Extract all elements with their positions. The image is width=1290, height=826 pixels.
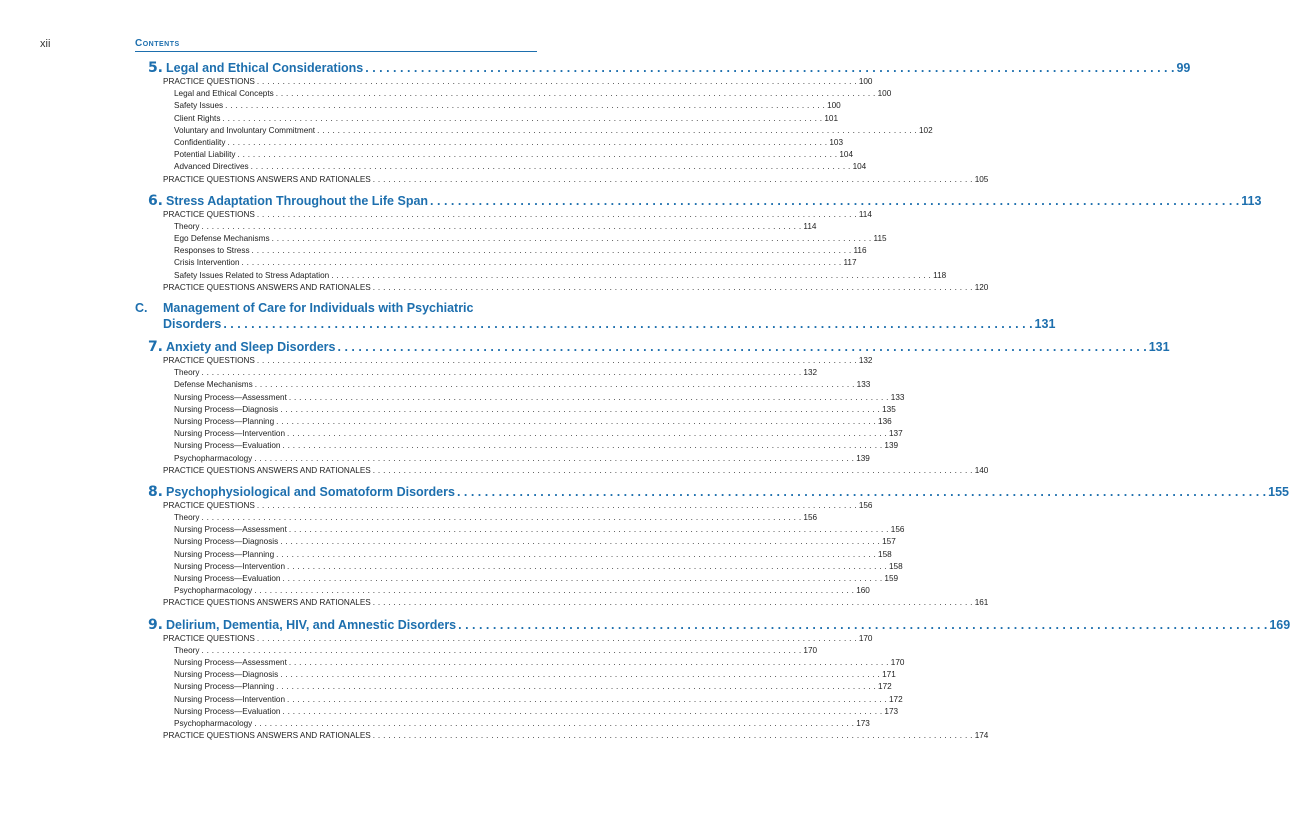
entry-page: 158 <box>878 549 892 559</box>
toc-entry[interactable] <box>135 77 873 89</box>
toc-entry[interactable] <box>135 101 841 113</box>
entry-page: 158 <box>888 561 903 571</box>
dot-leader: . . . . . . . . . . . . . . . . . . . . . . . . . . . . . . . . . . . . . . . . . . . . . . . . . . . . . . . . . . . . . . . . . . . . . . . . . . . . . . . . . . . . . . . . . . . . . . . . . . . . . . . . . . . . . . . . . . . . . <box>222 113 823 123</box>
entry-page: 117 <box>843 258 857 268</box>
chapter-block <box>135 483 1289 611</box>
dot-leader: . . . . . . . . . . . . . . . . . . . . . . . . . . . . . . . . . . . . . . . . . . . . . . . . . . . . . . . . . . . . . . . . . . . . . . . . . . . . . . . . . . . . . . . . . . . . . . . . . . . . . . . . . . . . . . . . . . . . . <box>225 101 826 111</box>
toc-entry[interactable] <box>135 465 989 478</box>
toc-entry[interactable] <box>135 380 871 392</box>
entry-label: Nursing Process—Assessment <box>174 525 287 535</box>
toc-entry[interactable] <box>135 525 905 537</box>
entry-page: 103 <box>829 137 844 147</box>
toc-part-1 <box>135 60 1262 295</box>
toc-entry[interactable] <box>135 549 892 562</box>
dot-leader: . . . . . . . . . . . . . . . . . . . . . . . . . . . . . . . . . . . . . . . . . . . . . . . . . . . . . . . . . . . . . . . . . . . . . . . . . . . . . . . . . . . . . . . . . . . . . . . . . . . . . . . . . . . . . . . . . . . . . <box>372 598 973 608</box>
entry-label: PRACTICE QUESTIONS ANSWERS AND RATIONALES <box>163 598 371 608</box>
toc-entry[interactable] <box>135 429 903 441</box>
entry-label: Client Rights <box>174 113 221 123</box>
entry-label: Voluntary and Involuntary Commitment <box>174 125 316 135</box>
dot-leader: . . . . . . . . . . . . . . . . . . . . . . . . . . . . . . . . . . . . . . . . . . . . . . . . . . . . . . . . . . . . . . . . . . . . . . . . . . . . . . . . . . . . . . . . . . . . . . . . . . . . . . . . . . . . . . . . . . . . . <box>223 317 1033 331</box>
chapter-title: Stress Adaptation Throughout the Life Span <box>166 193 429 208</box>
dot-leader: . . . . . . . . . . . . . . . . . . . . . . . . . . . . . . . . . . . . . . . . . . . . . . . . . . . . . . . . . . . . . . . . . . . . . . . . . . . . . . . . . . . . . . . . . . . . . . . . . . . . . . . . . . . . . . . . . . . . . <box>288 525 889 535</box>
entry-label: PRACTICE QUESTIONS ANSWERS AND RATIONALES <box>163 174 371 184</box>
entry-label: Theory <box>174 368 200 378</box>
entry-label: Nursing Process—Diagnosis <box>174 670 279 680</box>
dot-leader: . . . . . . . . . . . . . . . . . . . . . . . . . . . . . . . . . . . . . . . . . . . . . . . . . . . . . . . . . . . . . . . . . . . . . . . . . . . . . . . . . . . . . . . . . . . . . . . . . . . . . . . . . . . . . . . . . . . . . <box>237 150 838 160</box>
dot-leader: . . . . . . . . . . . . . . . . . . . . . . . . . . . . . . . . . . . . . . . . . . . . . . . . . . . . . . . . . . . . . . . . . . . . . . . . . . . . . . . . . . . . . . . . . . . . . . . . . . . . . . . . . . . . . . . . . . . . . <box>201 645 802 655</box>
chapter-page: 113 <box>1241 193 1262 208</box>
dot-leader: . . . . . . . . . . . . . . . . . . . . . . . . . . . . . . . . . . . . . . . . . . . . . . . . . . . . . . . . . . . . . . . . . . . . . . . . . . . . . . . . . . . . . . . . . . . . . . . . . . . . . . . . . . . . . . . . . . . . . <box>280 670 881 680</box>
entry-label: Advanced Directives <box>174 162 249 172</box>
toc-entry[interactable] <box>135 368 818 380</box>
toc-entry[interactable] <box>135 258 857 270</box>
page-header <box>0 30 638 52</box>
entry-label: Nursing Process—Intervention <box>174 561 286 571</box>
dot-leader: . . . . . . . . . . . . . . . . . . . . . . . . . . . . . . . . . . . . . . . . . . . . . . . . . . . . . . . . . . . . . . . . . . . . . . . . . . . . . . . . . . . . . . . . . . . . . . . . . . . . . . . . . . . . . . . . . . . . . <box>256 209 857 219</box>
toc-entry[interactable] <box>135 537 896 549</box>
entry-page: 139 <box>884 441 899 451</box>
dot-leader: . . . . . . . . . . . . . . . . . . . . . . . . . . . . . . . . . . . . . . . . . . . . . . . . . . . . . . . . . . . . . . . . . . . . . . . . . . . . . . . . . . . . . . . . . . . . . . . . . . . . . . . . . . . . . . . . . . . . . <box>254 453 855 463</box>
toc-entry[interactable] <box>135 150 854 162</box>
toc-entry[interactable] <box>135 694 903 707</box>
dot-leader: . . . . . . . . . . . . . . . . . . . . . . . . . . . . . . . . . . . . . . . . . . . . . . . . . . . . . . . . . . . . . . . . . . . . . . . . . . . . . . . . . . . . . . . . . . . . . . . . . . . . . . . . . . . . . . . . . . . . . <box>288 392 889 402</box>
entry-label: Crisis Intervention <box>174 258 240 268</box>
entry-label: Responses to Stress <box>174 246 250 256</box>
entry-page: 118 <box>933 270 947 280</box>
entry-page: 170 <box>890 657 905 667</box>
entry-page: 114 <box>803 221 817 231</box>
chapter-heading[interactable] <box>135 616 1290 634</box>
entry-page: 135 <box>882 404 896 414</box>
entry-label: Nursing Process—Planning <box>174 416 275 426</box>
entry-page: 156 <box>858 500 873 510</box>
toc-entry[interactable] <box>135 645 818 658</box>
dot-leader: . . . . . . . . . . . . . . . . . . . . . . . . . . . . . . . . . . . . . . . . . . . . . . . . . . . . . . . . . . . . . . . . . . . . . . . . . . . . . . . . . . . . . . . . . . . . . . . . . . . . . . . . . . . . . . . . . . . . . <box>254 586 855 596</box>
entry-label: Safety Issues <box>174 101 224 111</box>
entry-label: Legal and Ethical Concepts <box>174 89 274 99</box>
toc-entry[interactable] <box>135 718 870 731</box>
dot-leader: . . . . . . . . . . . . . . . . . . . . . . . . . . . . . . . . . . . . . . . . . . . . . . . . . . . . . . . . . . . . . . . . . . . . . . . . . . . . . . . . . . . . . . . . . . . . . . . . . . . . . . . . . . . . . . . . . . . . . <box>276 549 877 559</box>
unit-title-line-1: Management of Care for Individuals with Psychiatric <box>163 301 474 315</box>
chapter-block <box>135 60 1191 187</box>
entry-label: Nursing Process—Assessment <box>174 657 287 667</box>
entry-page: 100 <box>858 77 873 86</box>
chapter-title: Anxiety and Sleep Disorders <box>166 340 336 354</box>
entry-label: PRACTICE QUESTIONS ANSWERS AND RATIONALES <box>163 465 371 475</box>
dot-leader: . . . . . . . . . . . . . . . . . . . . . . . . . . . . . . . . . . . . . . . . . . . . . . . . . . . . . . . . . . . . . . . . . . . . . . . . . . . . . . . . . . . . . . . . . . . . . . . . . . . . . . . . . . . . . . . . . . . . . <box>430 193 1240 208</box>
entry-page: 170 <box>803 645 818 655</box>
entry-page: 140 <box>974 465 989 475</box>
entry-label: Nursing Process—Evaluation <box>174 706 281 716</box>
chapter-title: Psychophysiological and Somatoform Disorders <box>166 484 455 499</box>
entry-label: Nursing Process—Planning <box>174 682 275 692</box>
entry-label: Nursing Process—Intervention <box>174 694 286 704</box>
chapter-block <box>135 616 1290 744</box>
entry-page: 104 <box>839 150 854 160</box>
entry-page: 133 <box>856 380 871 390</box>
dot-leader: . . . . . . . . . . . . . . . . . . . . . . . . . . . . . . . . . . . . . . . . . . . . . . . . . . . . . . . . . . . . . . . . . . . . . . . . . . . . . . . . . . . . . . . . . . . . . . . . . . . . . . . . . . . . . . . . . . . . . <box>201 513 802 523</box>
entry-page: 132 <box>803 368 818 378</box>
toc-entry[interactable] <box>135 706 899 719</box>
entry-label: PRACTICE QUESTIONS ANSWERS AND RATIONALES <box>163 282 371 292</box>
chapter-number: 5. <box>147 60 163 76</box>
toc-entry[interactable] <box>135 356 873 368</box>
unit-title-block <box>163 301 1055 333</box>
entry-label: Theory <box>174 221 200 231</box>
entry-label: Theory <box>174 513 200 523</box>
toc-entry[interactable] <box>135 234 887 246</box>
unit-title-line-2-text: Disorders <box>163 317 222 331</box>
entry-page: 139 <box>856 453 870 463</box>
entry-label: Ego Defense Mechanisms <box>174 234 270 244</box>
dot-leader: . . . . . . . . . . . . . . . . . . . . . . . . . . . . . . . . . . . . . . . . . . . . . . . . . . . . . . . . . . . . . . . . . . . . . . . . . . . . . . . . . . . . . . . . . . . . . . . . . . . . . . . . . . . . . . . . . . . . . <box>282 441 883 451</box>
chapter-heading[interactable] <box>135 483 1289 501</box>
entry-page: 172 <box>888 694 903 704</box>
entry-page: 102 <box>919 125 933 135</box>
dot-leader: . . . . . . . . . . . . . . . . . . . . . . . . . . . . . . . . . . . . . . . . . . . . . . . . . . . . . . . . . . . . . . . . . . . . . . . . . . . . . . . . . . . . . . . . . . . . . . . . . . . . . . . . . . . . . . . . . . . . . <box>317 125 917 135</box>
entry-label: Nursing Process—Diagnosis <box>174 404 279 414</box>
toc-entry[interactable] <box>135 586 870 598</box>
toc-entry[interactable] <box>135 633 873 646</box>
toc-entry[interactable] <box>135 561 903 574</box>
entry-label: Theory <box>174 645 200 655</box>
unit-letter: C. <box>135 301 148 315</box>
chapter-title: Legal and Ethical Considerations <box>166 61 364 75</box>
entry-page: 174 <box>974 731 989 741</box>
toc-entry[interactable] <box>135 221 817 234</box>
dot-leader: . . . . . . . . . . . . . . . . . . . . . . . . . . . . . . . . . . . . . . . . . . . . . . . . . . . . . . . . . . . . . . . . . . . . . . . . . . . . . . . . . . . . . . . . . . . . . . . . . . . . . . . . . . . . . . . . . . . . . <box>254 380 855 390</box>
dot-leader: . . . . . . . . . . . . . . . . . . . . . . . . . . . . . . . . . . . . . . . . . . . . . . . . . . . . . . . . . . . . . . . . . . . . . . . . . . . . . . . . . . . . . . . . . . . . . . . . . . . . . . . . . . . . . . . . . . . . . <box>251 246 852 256</box>
dot-leader: . . . . . . . . . . . . . . . . . . . . . . . . . . . . . . . . . . . . . . . . . . . . . . . . . . . . . . . . . . . . . . . . . . . . . . . . . . . . . . . . . . . . . . . . . . . . . . . . . . . . . . . . . . . . . . . . . . . . . <box>372 465 973 475</box>
entry-page: 136 <box>878 416 892 426</box>
toc-entry[interactable] <box>135 137 844 150</box>
dot-leader: . . . . . . . . . . . . . . . . . . . . . . . . . . . . . . . . . . . . . . . . . . . . . . . . . . . . . . . . . . . . . . . . . . . . . . . . . . . . . . . . . . . . . . . . . . . . . . . . . . . . . . . . . . . . . . . . . . . . . <box>271 234 872 244</box>
entry-page: 137 <box>888 429 903 439</box>
dot-leader: . . . . . . . . . . . . . . . . . . . . . . . . . . . . . . . . . . . . . . . . . . . . . . . . . . . . . . . . . . . . . . . . . . . . . . . . . . . . . . . . . . . . . . . . . . . . . . . . . . . . . . . . . . . . . . . . . . . . . <box>365 61 1175 75</box>
entry-page: 115 <box>873 234 887 244</box>
toc-entry[interactable] <box>135 670 896 682</box>
dot-leader: . . . . . . . . . . . . . . . . . . . . . . . . . . . . . . . . . . . . . . . . . . . . . . . . . . . . . . . . . . . . . . . . . . . . . . . . . . . . . . . . . . . . . . . . . . . . . . . . . . . . . . . . . . . . . . . . . . . . . <box>372 731 973 741</box>
entry-page: 105 <box>974 174 989 184</box>
dot-leader: . . . . . . . . . . . . . . . . . . . . . . . . . . . . . . . . . . . . . . . . . . . . . . . . . . . . . . . . . . . . . . . . . . . . . . . . . . . . . . . . . . . . . . . . . . . . . . . . . . . . . . . . . . . . . . . . . . . . . <box>275 89 876 99</box>
entry-page: 159 <box>884 574 899 583</box>
chapter-page: 131 <box>1148 340 1170 354</box>
unit-heading[interactable] <box>135 301 1056 333</box>
toc-entry[interactable] <box>135 113 839 126</box>
dot-leader: . . . . . . . . . . . . . . . . . . . . . . . . . . . . . . . . . . . . . . . . . . . . . . . . . . . . . . . . . . . . . . . . . . . . . . . . . . . . . . . . . . . . . . . . . . . . . . . . . . . . . . . . . . . . . . . . . . . . . <box>282 574 883 583</box>
entry-label: Nursing Process—Intervention <box>174 429 286 439</box>
entry-page: 101 <box>824 113 839 123</box>
dot-leader: . . . . . . . . . . . . . . . . . . . . . . . . . . . . . . . . . . . . . . . . . . . . . . . . . . . . . . . . . . . . . . . . . . . . . . . . . . . . . . . . . . . . . . . . . . . . . . . . . . . . . . . . . . . . . . . . . . . . . <box>372 174 973 184</box>
entry-label: Psychopharmacology <box>174 586 253 596</box>
toc-entry[interactable] <box>135 416 892 429</box>
entry-page: 160 <box>856 586 870 596</box>
toc-entry[interactable] <box>135 404 896 417</box>
entry-page: 171 <box>882 670 896 680</box>
toc-entry[interactable] <box>135 657 905 670</box>
entry-page: 132 <box>858 356 873 365</box>
dot-leader: . . . . . . . . . . . . . . . . . . . . . . . . . . . . . . . . . . . . . . . . . . . . . . . . . . . . . . . . . . . . . . . . . . . . . . . . . . . . . . . . . . . . . . . . . . . . . . . . . . . . . . . . . . . . . . . . . . . . . <box>256 77 857 86</box>
toc-entry[interactable] <box>135 574 899 586</box>
toc-entry[interactable] <box>135 125 933 138</box>
chapter-number: 6. <box>147 192 163 209</box>
page-number: xii <box>40 38 51 50</box>
entry-label: Safety Issues Related to Stress Adaptation <box>174 270 330 280</box>
chapter-page: 155 <box>1268 484 1289 499</box>
entry-page: 173 <box>884 706 899 716</box>
entry-label: PRACTICE QUESTIONS <box>163 356 255 365</box>
entry-page: 100 <box>827 101 841 111</box>
entry-page: 157 <box>882 537 896 547</box>
toc-entry[interactable] <box>135 441 899 453</box>
chapter-page: 169 <box>1269 617 1290 632</box>
toc-entry[interactable] <box>135 246 867 258</box>
entry-page: 156 <box>890 525 905 535</box>
toc-part-2 <box>135 339 1290 743</box>
chapter-page: 99 <box>1176 61 1191 75</box>
dot-leader: . . . . . . . . . . . . . . . . . . . . . . . . . . . . . . . . . . . . . . . . . . . . . . . . . . . . . . . . . . . . . . . . . . . . . . . . . . . . . . . . . . . . . . . . . . . . . . . . . . . . . . . . . . . . . . . . . . . . . <box>241 258 842 268</box>
toc-entry[interactable] <box>135 731 989 743</box>
dot-leader: . . . . . . . . . . . . . . . . . . . . . . . . . . . . . . . . . . . . . . . . . . . . . . . . . . . . . . . . . . . . . . . . . . . . . . . . . . . . . . . . . . . . . . . . . . . . . . . . . . . . . . . . . . . . . . . . . . . . . <box>331 270 932 280</box>
dot-leader: . . . . . . . . . . . . . . . . . . . . . . . . . . . . . . . . . . . . . . . . . . . . . . . . . . . . . . . . . . . . . . . . . . . . . . . . . . . . . . . . . . . . . . . . . . . . . . . . . . . . . . . . . . . . . . . . . . . . . <box>337 340 1147 354</box>
entry-page: 104 <box>852 162 867 172</box>
header-rule <box>135 51 537 52</box>
entry-page: 156 <box>803 513 818 523</box>
dot-leader: . . . . . . . . . . . . . . . . . . . . . . . . . . . . . . . . . . . . . . . . . . . . . . . . . . . . . . . . . . . . . . . . . . . . . . . . . . . . . . . . . . . . . . . . . . . . . . . . . . . . . . . . . . . . . . . . . . . . . <box>372 282 973 292</box>
dot-leader: . . . . . . . . . . . . . . . . . . . . . . . . . . . . . . . . . . . . . . . . . . . . . . . . . . . . . . . . . . . . . . . . . . . . . . . . . . . . . . . . . . . . . . . . . . . . . . . . . . . . . . . . . . . . . . . . . . . . . <box>287 694 887 704</box>
table-of-contents <box>135 60 1290 749</box>
dot-leader: . . . . . . . . . . . . . . . . . . . . . . . . . . . . . . . . . . . . . . . . . . . . . . . . . . . . . . . . . . . . . . . . . . . . . . . . . . . . . . . . . . . . . . . . . . . . . . . . . . . . . . . . . . . . . . . . . . . . . <box>256 356 857 365</box>
toc-entry[interactable] <box>135 513 818 525</box>
entry-page: 100 <box>877 89 892 99</box>
chapter-number: 8. <box>147 483 163 500</box>
dot-leader: . . . . . . . . . . . . . . . . . . . . . . . . . . . . . . . . . . . . . . . . . . . . . . . . . . . . . . . . . . . . . . . . . . . . . . . . . . . . . . . . . . . . . . . . . . . . . . . . . . . . . . . . . . . . . . . . . . . . . <box>287 561 887 571</box>
dot-leader: . . . . . . . . . . . . . . . . . . . . . . . . . . . . . . . . . . . . . . . . . . . . . . . . . . . . . . . . . . . . . . . . . . . . . . . . . . . . . . . . . . . . . . . . . . . . . . . . . . . . . . . . . . . . . . . . . . . . . <box>201 368 802 378</box>
entry-label: PRACTICE QUESTIONS <box>163 209 255 219</box>
dot-leader: . . . . . . . . . . . . . . . . . . . . . . . . . . . . . . . . . . . . . . . . . . . . . . . . . . . . . . . . . . . . . . . . . . . . . . . . . . . . . . . . . . . . . . . . . . . . . . . . . . . . . . . . . . . . . . . . . . . . . <box>276 416 877 426</box>
entry-label: Nursing Process—Evaluation <box>174 441 281 451</box>
entry-label: Nursing Process—Planning <box>174 549 275 559</box>
dot-leader: . . . . . . . . . . . . . . . . . . . . . . . . . . . . . . . . . . . . . . . . . . . . . . . . . . . . . . . . . . . . . . . . . . . . . . . . . . . . . . . . . . . . . . . . . . . . . . . . . . . . . . . . . . . . . . . . . . . . . <box>280 404 881 414</box>
entry-label: Potential Liability <box>174 150 236 160</box>
entry-page: 120 <box>974 282 989 292</box>
chapter-heading[interactable] <box>135 192 1262 210</box>
dot-leader: . . . . . . . . . . . . . . . . . . . . . . . . . . . . . . . . . . . . . . . . . . . . . . . . . . . . . . . . . . . . . . . . . . . . . . . . . . . . . . . . . . . . . . . . . . . . . . . . . . . . . . . . . . . . . . . . . . . . . <box>287 429 887 439</box>
dot-leader: . . . . . . . . . . . . . . . . . . . . . . . . . . . . . . . . . . . . . . . . . . . . . . . . . . . . . . . . . . . . . . . . . . . . . . . . . . . . . . . . . . . . . . . . . . . . . . . . . . . . . . . . . . . . . . . . . . . . . <box>282 706 883 716</box>
entry-label: Confidentiality <box>174 137 226 147</box>
dot-leader: . . . . . . . . . . . . . . . . . . . . . . . . . . . . . . . . . . . . . . . . . . . . . . . . . . . . . . . . . . . . . . . . . . . . . . . . . . . . . . . . . . . . . . . . . . . . . . . . . . . . . . . . . . . . . . . . . . . . . <box>250 162 851 172</box>
unit-page: 131 <box>1034 317 1056 331</box>
toc-entry[interactable] <box>135 209 872 222</box>
entry-label: Nursing Process—Diagnosis <box>174 537 279 547</box>
running-title: Contents <box>135 38 180 49</box>
entry-page: 114 <box>858 209 872 219</box>
dot-leader: . . . . . . . . . . . . . . . . . . . . . . . . . . . . . . . . . . . . . . . . . . . . . . . . . . . . . . . . . . . . . . . . . . . . . . . . . . . . . . . . . . . . . . . . . . . . . . . . . . . . . . . . . . . . . . . . . . . . . <box>227 137 828 147</box>
toc-entry[interactable] <box>135 500 873 513</box>
dot-leader: . . . . . . . . . . . . . . . . . . . . . . . . . . . . . . . . . . . . . . . . . . . . . . . . . . . . . . . . . . . . . . . . . . . . . . . . . . . . . . . . . . . . . . . . . . . . . . . . . . . . . . . . . . . . . . . . . . . . . <box>288 657 889 667</box>
entry-page: 116 <box>853 246 867 256</box>
entry-label: PRACTICE QUESTIONS ANSWERS AND RATIONALES <box>163 731 371 741</box>
toc-entry[interactable] <box>135 270 947 283</box>
dot-leader: . . . . . . . . . . . . . . . . . . . . . . . . . . . . . . . . . . . . . . . . . . . . . . . . . . . . . . . . . . . . . . . . . . . . . . . . . . . . . . . . . . . . . . . . . . . . . . . . . . . . . . . . . . . . . . . . . . . . . <box>256 633 857 643</box>
dot-leader: . . . . . . . . . . . . . . . . . . . . . . . . . . . . . . . . . . . . . . . . . . . . . . . . . . . . . . . . . . . . . . . . . . . . . . . . . . . . . . . . . . . . . . . . . . . . . . . . . . . . . . . . . . . . . . . . . . . . . <box>456 484 1267 499</box>
entry-label: Psychopharmacology <box>174 453 253 463</box>
entry-label: Defense Mechanisms <box>174 380 253 390</box>
chapter-number: 9. <box>147 616 163 633</box>
chapter-heading[interactable] <box>135 339 1170 356</box>
entry-page: 161 <box>974 598 989 608</box>
toc-entry[interactable] <box>135 89 892 101</box>
entry-label: PRACTICE QUESTIONS <box>163 500 255 510</box>
entry-label: Nursing Process—Assessment <box>174 392 287 402</box>
unit-title-line-2 <box>163 317 1055 333</box>
chapter-title: Delirium, Dementia, HIV, and Amnestic Disorders <box>166 617 457 632</box>
dot-leader: . . . . . . . . . . . . . . . . . . . . . . . . . . . . . . . . . . . . . . . . . . . . . . . . . . . . . . . . . . . . . . . . . . . . . . . . . . . . . . . . . . . . . . . . . . . . . . . . . . . . . . . . . . . . . . . . . . . . . <box>458 617 1268 632</box>
toc-entry[interactable] <box>135 282 989 295</box>
dot-leader: . . . . . . . . . . . . . . . . . . . . . . . . . . . . . . . . . . . . . . . . . . . . . . . . . . . . . . . . . . . . . . . . . . . . . . . . . . . . . . . . . . . . . . . . . . . . . . . . . . . . . . . . . . . . . . . . . . . . . <box>201 221 802 231</box>
toc-entry[interactable] <box>135 682 892 694</box>
entry-page: 170 <box>858 633 873 643</box>
entry-page: 173 <box>856 718 870 728</box>
entry-label: Psychopharmacology <box>174 718 253 728</box>
toc-entry[interactable] <box>135 392 905 405</box>
toc-entry[interactable] <box>135 174 989 187</box>
chapter-number: 7. <box>147 339 163 355</box>
dot-leader: . . . . . . . . . . . . . . . . . . . . . . . . . . . . . . . . . . . . . . . . . . . . . . . . . . . . . . . . . . . . . . . . . . . . . . . . . . . . . . . . . . . . . . . . . . . . . . . . . . . . . . . . . . . . . . . . . . . . . <box>276 682 877 692</box>
entry-page: 133 <box>890 392 905 402</box>
entry-page: 172 <box>878 682 892 692</box>
dot-leader: . . . . . . . . . . . . . . . . . . . . . . . . . . . . . . . . . . . . . . . . . . . . . . . . . . . . . . . . . . . . . . . . . . . . . . . . . . . . . . . . . . . . . . . . . . . . . . . . . . . . . . . . . . . . . . . . . . . . . <box>280 537 881 547</box>
chapter-heading[interactable] <box>135 60 1191 77</box>
entry-label: PRACTICE QUESTIONS <box>163 633 255 643</box>
dot-leader: . . . . . . . . . . . . . . . . . . . . . . . . . . . . . . . . . . . . . . . . . . . . . . . . . . . . . . . . . . . . . . . . . . . . . . . . . . . . . . . . . . . . . . . . . . . . . . . . . . . . . . . . . . . . . . . . . . . . . <box>256 500 857 510</box>
entry-label: Nursing Process—Evaluation <box>174 574 281 583</box>
toc-entry[interactable] <box>135 453 870 466</box>
chapter-block <box>135 192 1262 295</box>
entry-label: PRACTICE QUESTIONS <box>163 77 255 86</box>
chapter-block <box>135 339 1170 478</box>
dot-leader: . . . . . . . . . . . . . . . . . . . . . . . . . . . . . . . . . . . . . . . . . . . . . . . . . . . . . . . . . . . . . . . . . . . . . . . . . . . . . . . . . . . . . . . . . . . . . . . . . . . . . . . . . . . . . . . . . . . . . <box>254 718 855 728</box>
toc-entry[interactable] <box>135 598 989 610</box>
toc-entry[interactable] <box>135 162 867 174</box>
